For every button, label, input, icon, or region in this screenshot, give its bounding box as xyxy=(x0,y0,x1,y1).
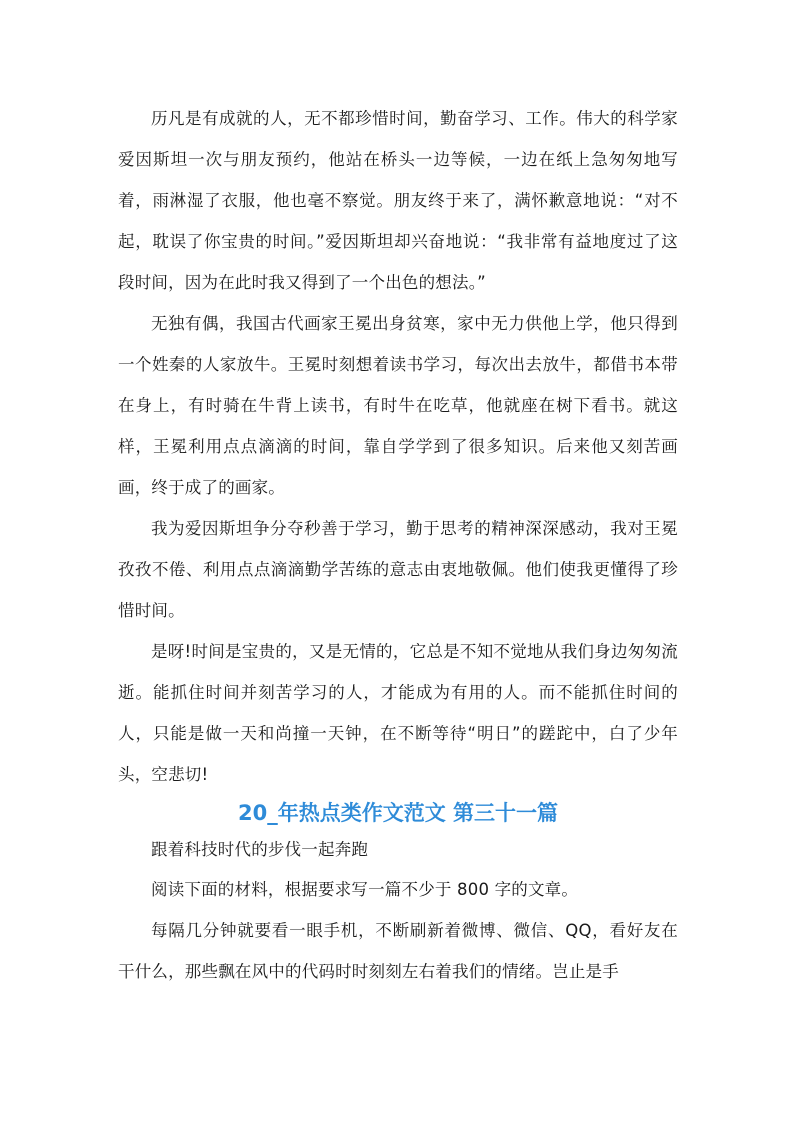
essay-topic: 跟着科技时代的步伐一起奔跑 xyxy=(151,840,369,859)
paragraph-reflection: 我为爱因斯坦争分夺秒善于学习，勤于思考的精神深深感动，我对王冕孜孜不倦、利用点点滴滴勤学苦练的意志由衷地敬佩。他们使我更懂得了珍惜时间。 xyxy=(118,519,678,620)
essay-paragraph: 每隔几分钟就要看一眼手机，不断刷新着微博、微信、QQ，看好友在干什么，那些飘在风中的代码时时刻刻左右着我们的情绪。岂止是手 xyxy=(118,921,678,981)
paragraph-einstein: 历凡是有成就的人，无不都珍惜时间，勤奋学习、工作。伟大的科学家爱因斯坦一次与朋友预约，他站在桥头一边等候，一边在纸上急匆匆地写着，雨淋湿了衣服，他也毫不察觉。朋友终于来了，满怀歉意地说：“对不起，耽误了你宝贵的时间。”爱因斯坦却兴奋地说：“我非常有益地度过了这段时间，因为在此时我又得到了一个出色的想法。” xyxy=(118,109,678,292)
paragraph-conclusion: 是呀!时间是宝贵的，又是无情的，它总是不知不觉地从我们身边匆匆流逝。能抓住时间并刻苦学习的人，才能成为有用的人。而不能抓住时间的人，只能是做一天和尚撞一天钟，在不断等待“明日”的蹉跎中，白了少年头，空悲切! xyxy=(118,642,678,784)
section-title: 20_年热点类作文范文 第三十一篇 xyxy=(237,801,559,825)
document-body xyxy=(118,98,678,992)
paragraph-wangmian: 无独有偶，我国古代画家王冕出身贫寒，家中无力供他上学，他只得到一个姓秦的人家放牛。王冕时刻想着读书学习，每次出去放牛，都借书本带在身上，有时骑在牛背上读书，有时牛在吃草，他就座在树下看书。就这样，王冕利用点点滴滴的时间，靠自学学到了很多知识。后来他又刻苦画画，终于成了的画家。 xyxy=(118,314,678,497)
essay-instruction: 阅读下面的材料，根据要求写一篇不少于 800 字的文章。 xyxy=(151,880,579,899)
